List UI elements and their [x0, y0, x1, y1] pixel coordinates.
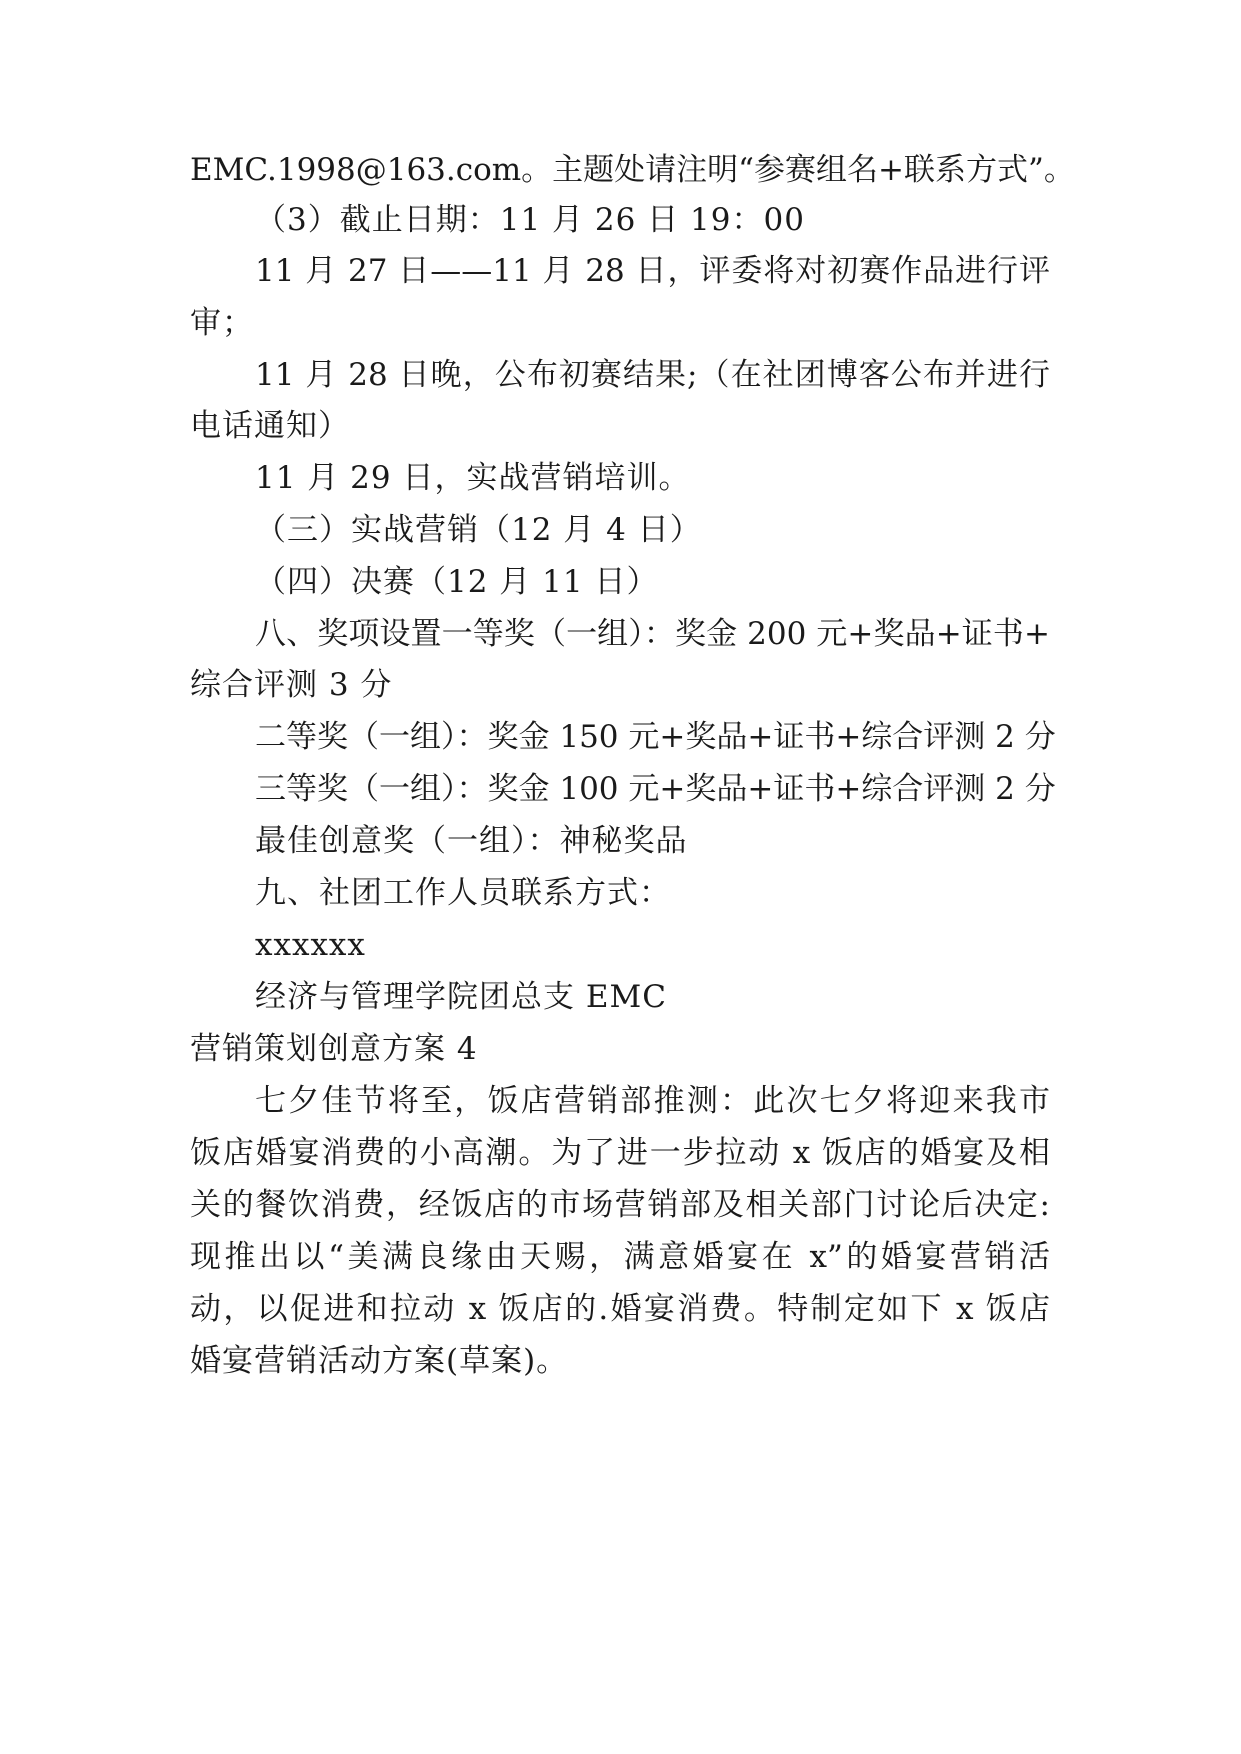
- text-line: 11 月 29 日，实战营销培训。: [255, 460, 691, 496]
- text-line: 审；: [190, 305, 254, 341]
- text-line: 经济与管理学院团总支 EMC: [255, 979, 667, 1015]
- text-line: 婚宴营销活动方案(草案)。: [190, 1343, 569, 1379]
- text-line: 三等奖（一组）：奖金 100 元+奖品+证书+综合评测 2 分: [255, 771, 1056, 807]
- text-line: 饭店婚宴消费的小高潮。为了进一步拉动 x 饭店的婚宴及相: [190, 1135, 1050, 1171]
- text-line: 八、奖项设置一等奖（一组）：奖金 200 元+奖品+证书+: [255, 616, 1050, 652]
- text-line: 最佳创意奖（一组）：神秘奖品: [255, 823, 688, 859]
- text-line: （三）实战营销（12 月 4 日）: [255, 512, 702, 548]
- text-line: 关的餐饮消费，经饭店的市场营销部及相关部门讨论后决定:: [190, 1187, 1050, 1223]
- text-line: （3）截止日期：11 月 26 日 19：00: [255, 202, 805, 238]
- section-heading: 营销策划创意方案 4: [190, 1031, 478, 1067]
- text-line: 动，以促进和拉动 x 饭店的.婚宴消费。特制定如下 x 饭店: [190, 1291, 1050, 1327]
- text-line: 11 月 27 日——11 月 28 日，评委将对初赛作品进行评: [255, 253, 1050, 289]
- text-line: 综合评测 3 分: [190, 667, 393, 703]
- text-line: 电话通知）: [190, 408, 350, 444]
- text-line: 九、社团工作人员联系方式：: [255, 875, 671, 911]
- text-line: EMC.1998@163.com。主题处请注明“参赛组名+联系方式”。: [190, 152, 1075, 188]
- text-line: xxxxxx: [255, 927, 366, 963]
- text-line: （四）决赛（12 月 11 日）: [255, 564, 659, 600]
- text-line: 二等奖（一组）：奖金 150 元+奖品+证书+综合评测 2 分: [255, 719, 1056, 755]
- text-line: 七夕佳节将至，饭店营销部推测：此次七夕将迎来我市: [255, 1083, 1050, 1119]
- text-line: 11 月 28 日晚，公布初赛结果;（在社团博客公布并进行: [255, 357, 1050, 393]
- text-line: 现推出以“美满良缘由天赐，满意婚宴在 x”的婚宴营销活: [190, 1239, 1050, 1275]
